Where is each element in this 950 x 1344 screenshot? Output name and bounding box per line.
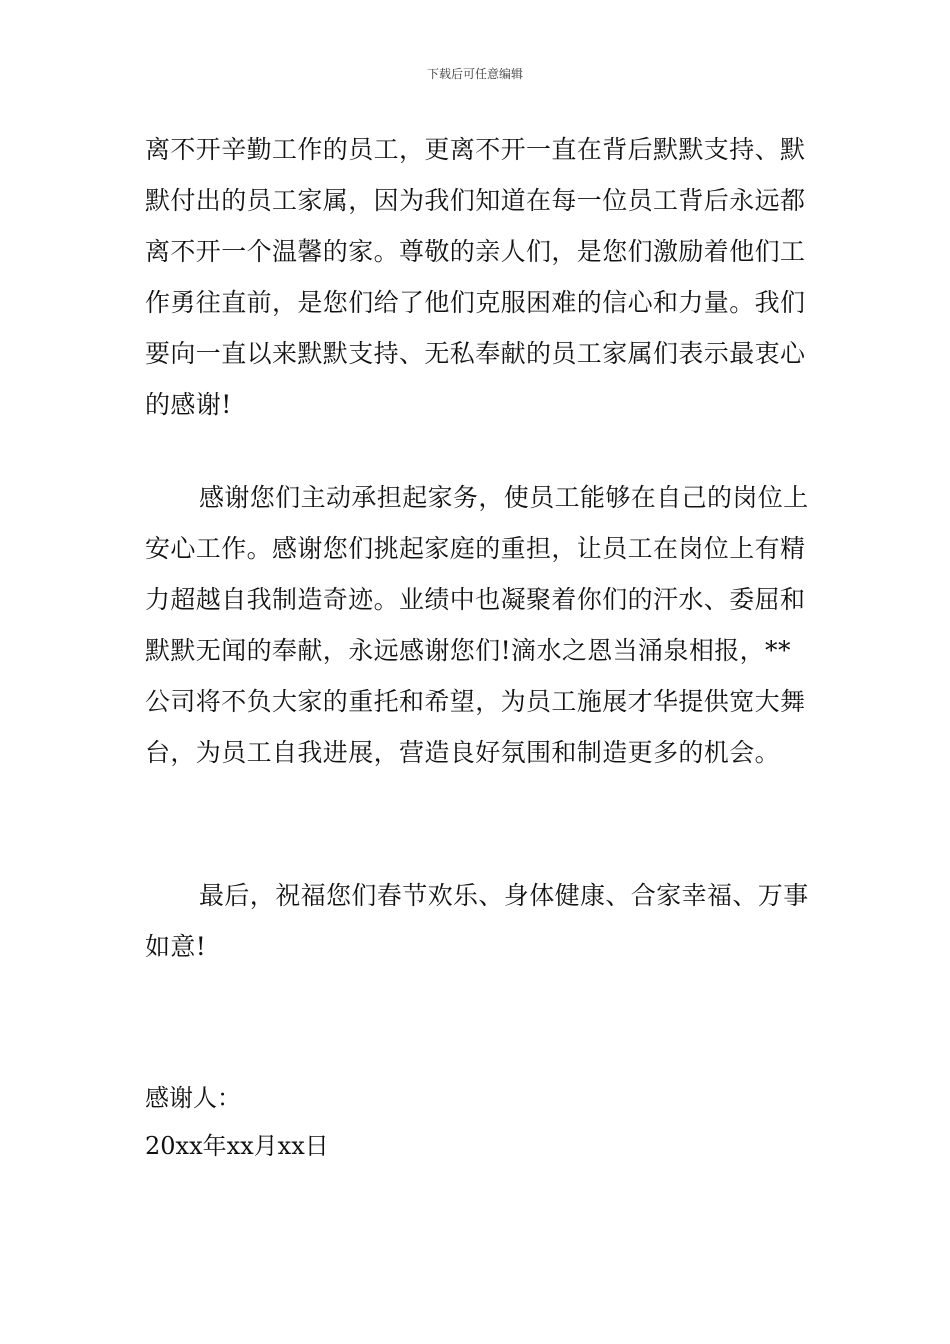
letter-date: 20xx年xx月xx日 bbox=[145, 1132, 329, 1160]
paragraph-text: 最后，祝福您们春节欢乐、身体健康、合家幸福、万事如意! bbox=[145, 881, 809, 961]
paragraph-text: 感谢您们主动承担起家务，使员工能够在自己的岗位上安心工作。感谢您们挑起家庭的重担，让员工在岗位上有精力超越自我制造奇迹。业绩中也凝聚着你们的汗水、委屈和默默无闻的奉献，永远感谢您们!滴水之恩当涌泉相报，**公司将不负大家的重托和希望，为员工施展才华提供宽大舞台，为员工自我进展，营造良好氛围和制造更多的机会。 bbox=[145, 483, 809, 767]
paragraph-text: 离不开辛勤工作的员工，更离不开一直在背后默默支持、默默付出的员工家属，因为我们知道在每一位员工背后永远都离不开一个温馨的家。尊敬的亲人们，是您们激励着他们工作勇往直前，是您们给了他们克服困难的信心和力量。我们要向一直以来默默支持、无私奉献的员工家属们表示最衷心的感谢! bbox=[145, 135, 806, 419]
letter-paragraph-3 bbox=[145, 870, 810, 972]
letter-paragraph-2 bbox=[145, 472, 810, 778]
letter-paragraph-1 bbox=[145, 124, 810, 430]
signer-label: 感谢人： bbox=[145, 1084, 241, 1112]
page-header: 下载后可任意编辑 bbox=[426, 67, 523, 81]
